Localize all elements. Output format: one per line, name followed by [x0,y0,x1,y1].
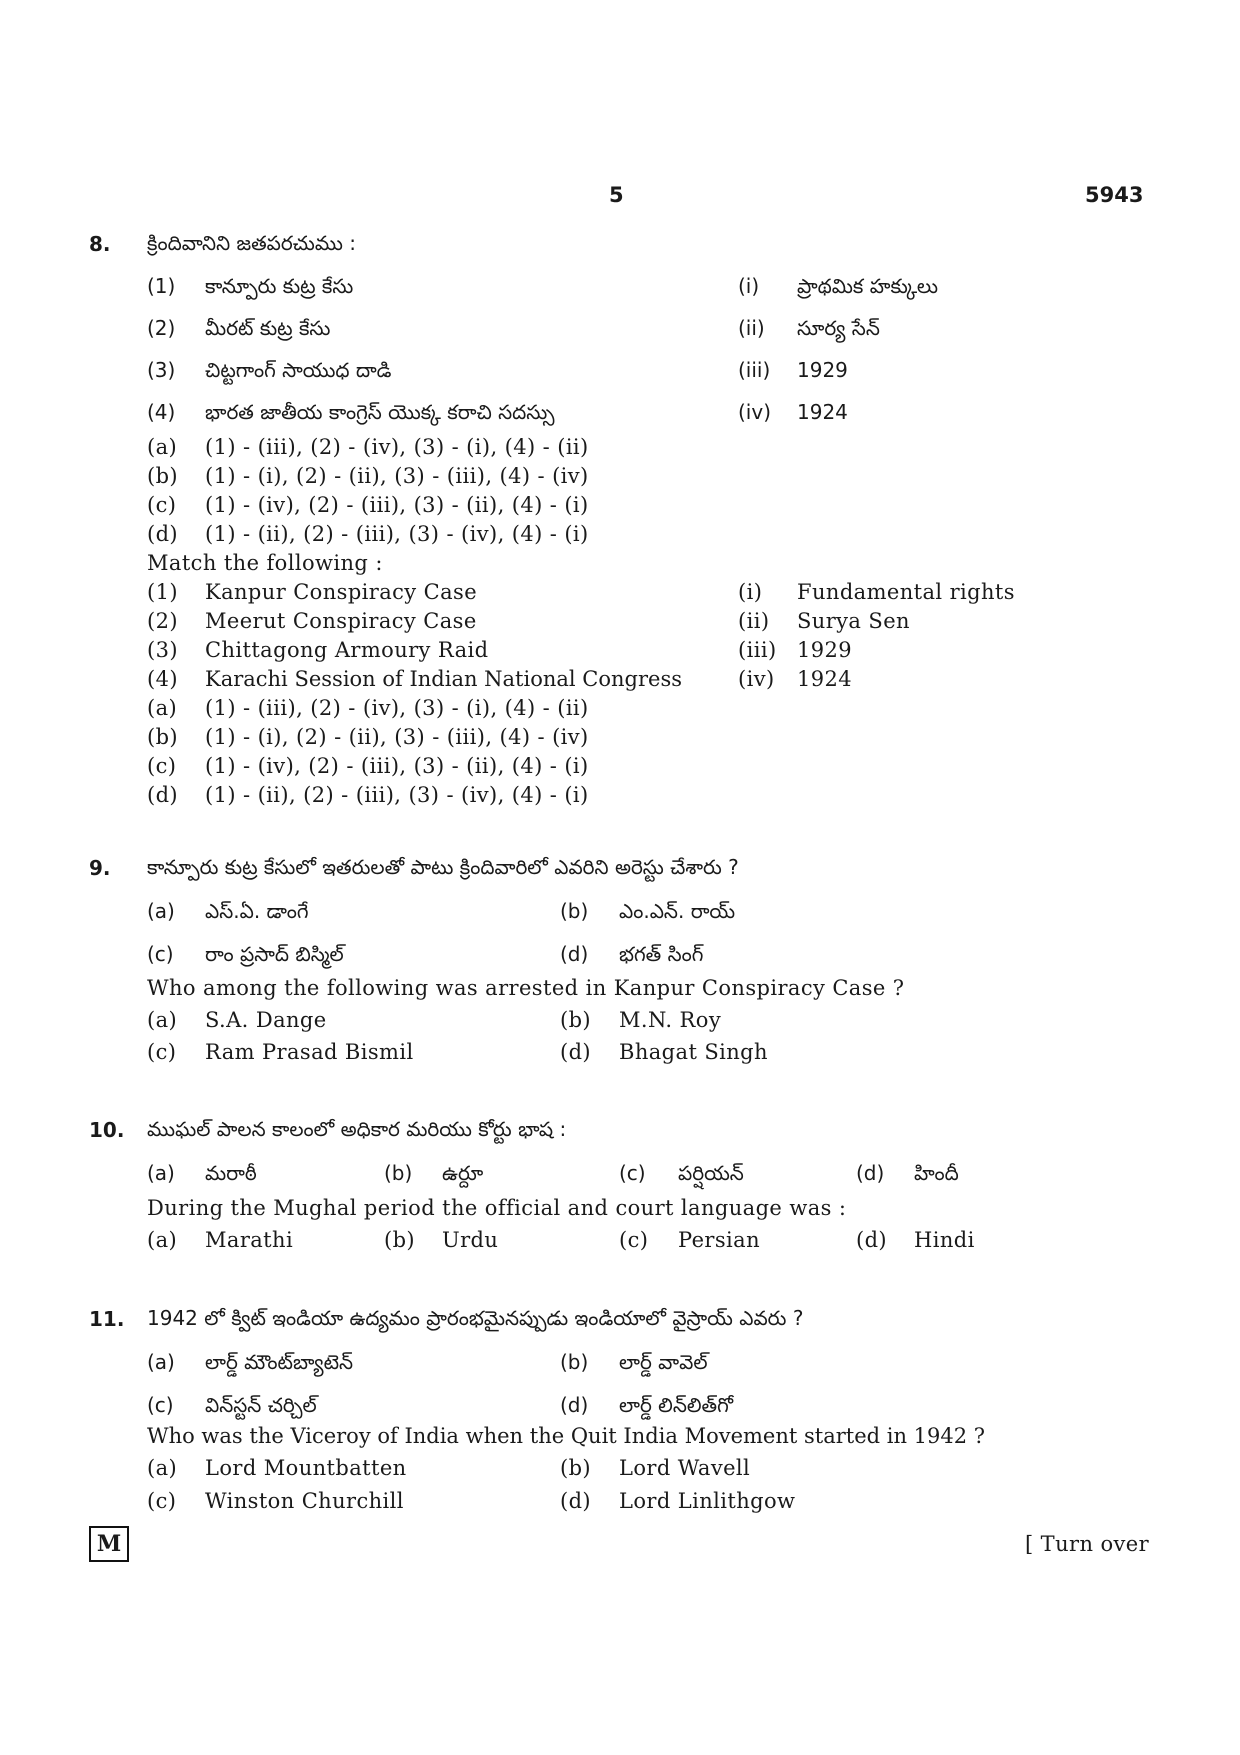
q11-tel-option-a-key: (a) [147,1350,175,1374]
q8-tel-right-item-3: 1929 [797,358,848,382]
q11-tel-option-d: లార్డ్ లిన్‌లిత్‌గో [619,1393,733,1417]
q8-tel-left-item-1: కాన్పూరు కుట్ర కేసు [205,274,354,298]
q10-en-option-a: Marathi [205,1228,294,1252]
q8-tel-option-a-key: (a) [147,435,178,459]
q11-en-option-b-key: (b) [560,1456,592,1480]
q11-tel-option-a: లార్డ్ మౌంట్‌బ్యాటెన్ [205,1350,354,1374]
q11-en-option-a: Lord Mountbatten [205,1456,407,1480]
q8-en-option-b-key: (b) [147,725,179,749]
question-11-stem-telugu: 1942 లో క్విట్ ఇండియా ఉద్యమం ప్రారంభమైనప్పుడు ఇండియాలో వైస్రాయ్ ఎవరు ? [147,1306,804,1330]
q11-en-option-d: Lord Linlithgow [619,1489,796,1513]
q10-en-option-b: Urdu [442,1228,499,1252]
q11-en-option-c-key: (c) [147,1489,177,1513]
q8-tel-option-c-key: (c) [147,493,177,517]
question-8-stem-english: Match the following : [147,551,383,575]
q8-tel-right-item-4: 1924 [797,400,848,424]
q9-en-option-c-key: (c) [147,1040,177,1064]
q11-tel-option-d-key: (d) [560,1393,589,1417]
q8-en-option-c: (1) - (iv), (2) - (iii), (3) - (ii), (4) - (i) [205,754,589,778]
q11-tel-option-b-key: (b) [560,1350,589,1374]
q10-tel-option-c: పర్షియన్ [678,1161,744,1185]
q8-tel-option-a: (1) - (iii), (2) - (iv), (3) - (i), (4) - (ii) [205,435,589,459]
q8-tel-left-key-2: (2) [147,316,176,340]
q9-en-option-b-key: (b) [560,1008,592,1032]
q8-tel-left-item-3: చిట్టగాంగ్ సాయుధ దాడి [205,358,392,382]
question-11-stem-english: Who was the Viceroy of India when the Quit India Movement started in 1942 ? [147,1424,986,1448]
q9-tel-option-d-key: (d) [560,942,589,966]
q9-en-option-a: S.A. Dange [205,1008,327,1032]
q11-en-option-b: Lord Wavell [619,1456,751,1480]
question-8-number: 8. [89,232,111,256]
q8-tel-right-key-4: (iv) [738,400,771,424]
q8-en-option-b: (1) - (i), (2) - (ii), (3) - (iii), (4) - (iv) [205,725,589,749]
page-number: 5 [609,183,624,207]
q9-tel-option-c: రాం ప్రసాద్ బిస్మిల్ [205,942,344,966]
q8-en-option-d: (1) - (ii), (2) - (iii), (3) - (iv), (4) - (i) [205,783,589,807]
q10-tel-option-c-key: (c) [619,1161,646,1185]
question-11-number: 11. [89,1307,125,1331]
q8-en-right-key-1: (i) [738,580,763,604]
q10-tel-option-b-key: (b) [384,1161,413,1185]
q8-en-right-item-3: 1929 [797,638,853,662]
q11-en-option-c: Winston Churchill [205,1489,404,1513]
q8-en-left-item-2: Meerut Conspiracy Case [205,609,477,633]
question-9-number: 9. [89,856,111,880]
question-10-stem-telugu: ముఘల్ పాలన కాలంలో అధికార మరియు కోర్టు భాష : [147,1117,567,1141]
q9-en-option-a-key: (a) [147,1008,178,1032]
q8-en-right-key-4: (iv) [738,667,775,691]
q9-tel-option-a-key: (a) [147,899,175,923]
q8-en-right-item-1: Fundamental rights [797,580,1015,604]
q8-tel-left-item-2: మీరట్ కుట్ర కేసు [205,316,331,340]
q8-en-left-key-3: (3) [147,638,178,662]
q11-tel-option-c-key: (c) [147,1393,174,1417]
q10-en-option-a-key: (a) [147,1228,178,1252]
q8-en-left-item-4: Karachi Session of Indian National Congress [205,667,682,691]
q10-tel-option-d-key: (d) [856,1161,885,1185]
paper-code: 5943 [1085,183,1144,207]
question-10-number: 10. [89,1118,125,1142]
q9-tel-option-c-key: (c) [147,942,174,966]
q10-en-option-b-key: (b) [384,1228,416,1252]
q8-en-option-d-key: (d) [147,783,179,807]
q8-en-right-item-2: Surya Sen [797,609,910,633]
q8-tel-right-key-3: (iii) [738,358,771,382]
q9-en-option-d-key: (d) [560,1040,592,1064]
q10-tel-option-b: ఉర్దూ [442,1161,484,1185]
q8-tel-option-b: (1) - (i), (2) - (ii), (3) - (iii), (4) - (iv) [205,464,589,488]
question-9-stem-telugu: కాన్పూరు కుట్ర కేసులో ఇతరులతో పాటు క్రిందివారిలో ఎవరిని అరెస్టు చేశారు ? [147,855,739,879]
medium-marker-box: M [89,1526,129,1562]
q8-tel-left-key-4: (4) [147,400,176,424]
q8-tel-right-key-2: (ii) [738,316,765,340]
q9-tel-option-a: ఎస్.ఏ. డాంగే [205,899,309,923]
q8-tel-left-key-1: (1) [147,274,176,298]
q8-en-option-a-key: (a) [147,696,178,720]
q9-tel-option-b-key: (b) [560,899,589,923]
q8-en-left-key-2: (2) [147,609,178,633]
q8-en-option-c-key: (c) [147,754,177,778]
turn-over-label: [ Turn over [1025,1532,1150,1556]
q11-en-option-a-key: (a) [147,1456,178,1480]
q8-en-right-key-2: (ii) [738,609,770,633]
q8-tel-option-c: (1) - (iv), (2) - (iii), (3) - (ii), (4) - (i) [205,493,589,517]
question-9-stem-english: Who among the following was arrested in Kanpur Conspiracy Case ? [147,976,905,1000]
q10-en-option-d-key: (d) [856,1228,888,1252]
q10-tel-option-d: హిందీ [914,1161,959,1185]
q8-en-left-key-1: (1) [147,580,178,604]
q10-tel-option-a-key: (a) [147,1161,175,1185]
q8-en-left-item-1: Kanpur Conspiracy Case [205,580,478,604]
q8-en-left-item-3: Chittagong Armoury Raid [205,638,489,662]
q8-tel-option-b-key: (b) [147,464,179,488]
q9-en-option-b: M.N. Roy [619,1008,722,1032]
q10-en-option-d: Hindi [914,1228,975,1252]
question-8-stem-telugu: క్రిందివానిని జతపరచుము : [147,231,357,255]
q11-tel-option-c: విన్‌స్టన్ చర్చిల్ [205,1393,317,1417]
q10-en-option-c: Persian [678,1228,760,1252]
q11-en-option-d-key: (d) [560,1489,592,1513]
q8-tel-right-item-2: సూర్య సేన్ [797,316,880,340]
q9-en-option-c: Ram Prasad Bismil [205,1040,414,1064]
q8-tel-left-item-4: భారత జాతీయ కాంగ్రెస్ యొక్క కరాచి సదస్సు [205,400,555,424]
q8-tel-option-d: (1) - (ii), (2) - (iii), (3) - (iv), (4) - (i) [205,522,589,546]
q11-tel-option-b: లార్డ్ వావెల్ [619,1350,708,1374]
q8-tel-right-item-1: ప్రాథమిక హక్కులు [797,274,939,298]
q9-en-option-d: Bhagat Singh [619,1040,768,1064]
q9-tel-option-d: భగత్ సింగ్ [619,942,704,966]
q10-tel-option-a: మరాఠీ [205,1161,257,1185]
q8-en-option-a: (1) - (iii), (2) - (iv), (3) - (i), (4) - (ii) [205,696,589,720]
q8-en-right-item-4: 1924 [797,667,853,691]
q8-tel-left-key-3: (3) [147,358,176,382]
q8-tel-option-d-key: (d) [147,522,179,546]
q9-tel-option-b: ఎం.ఎన్. రాయ్ [619,899,736,923]
q8-en-left-key-4: (4) [147,667,178,691]
question-10-stem-english: During the Mughal period the official and court language was : [147,1196,847,1220]
q8-en-right-key-3: (iii) [738,638,777,662]
q10-en-option-c-key: (c) [619,1228,649,1252]
q8-tel-right-key-1: (i) [738,274,760,298]
